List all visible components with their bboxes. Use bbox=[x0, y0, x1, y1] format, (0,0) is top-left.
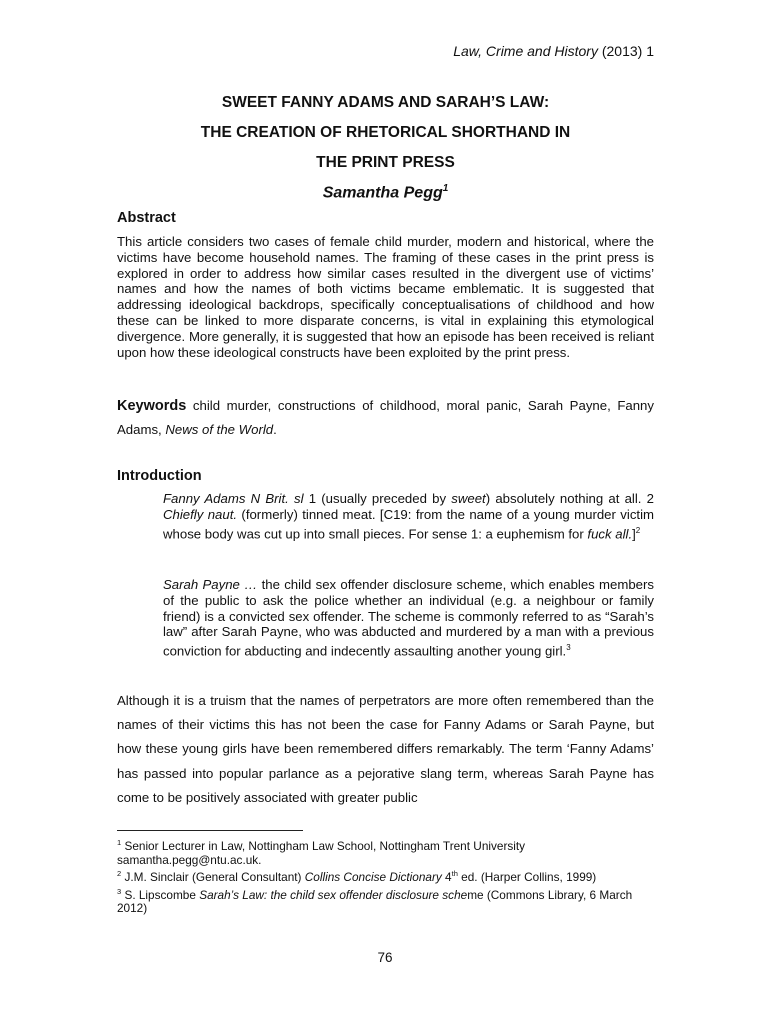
epigraph-1-text-d: ] bbox=[632, 525, 636, 541]
footnotes bbox=[117, 836, 654, 916]
footnote-2-ordinal: th bbox=[451, 869, 458, 879]
epigraph-1-term: Fanny Adams N Brit. sl bbox=[163, 491, 304, 506]
footnote-3-text-b: me (Commons Library, 6 March 2012) bbox=[117, 887, 633, 916]
running-head bbox=[453, 42, 654, 60]
journal-name: Law, Crime and History bbox=[453, 43, 598, 59]
footnote-2-text-c: ed. (Harper Collins, 1999) bbox=[457, 870, 597, 885]
footnote-rule bbox=[117, 830, 303, 831]
introduction-paragraph: Although it is a truism that the names of perpetrators are more often remembered than the names of their victims this has not been the case for Fanny Adams or Sarah Payne, but how these young girls have been remembered differs remarkably. The term ‘Fanny Adams’ has passed into popular parlance as a pejorative slang term, whereas Sarah Payne has come to be positively associated with greater public bbox=[117, 693, 654, 805]
footnote-2 bbox=[117, 867, 654, 885]
footnote-2-title: Collins Concise Dictionary bbox=[304, 870, 442, 885]
keywords-text: child murder, constructions of childhood, moral panic, Sarah Payne, Fanny Adams, bbox=[117, 398, 654, 437]
keywords-label: Keywords bbox=[117, 398, 187, 414]
footnote-3-text-a: S. Lipscombe bbox=[121, 887, 200, 902]
title-line-3: THE PRINT PRESS bbox=[316, 154, 455, 171]
footnote-mark-2: 2 bbox=[635, 525, 641, 535]
epigraph-2-term: Sarah Payne … bbox=[163, 577, 258, 592]
epigraph-1-sweet: sweet bbox=[451, 491, 486, 506]
epigraph-sarah-payne bbox=[163, 577, 654, 659]
footnote-1 bbox=[117, 836, 654, 867]
title-line-1: SWEET FANNY ADAMS AND SARAH’S LAW: bbox=[221, 94, 550, 111]
footnote-2-mark: 2 bbox=[117, 869, 122, 879]
abstract-text: This article considers two cases of female child murder, modern and historical, where the victims have become household names. The framing of these cases in the print press is explored in order to address how similar cases resulted in the divergent use of victims’ names and how the names of both victims became emblematic. It is suggested that addressing ideological backdrops, specifically conceptualisations of childhood and how these can be linked to more disparate concerns, is vital in explaining this etymological divergence. More generally, it is suggested that how an episode has been received is reliant upon how these ideological constructs have been exploited by the print press. bbox=[117, 234, 654, 360]
keywords-italic: News of the World bbox=[165, 422, 274, 437]
footnote-2-text-a: J.M. Sinclair (General Consultant) bbox=[121, 870, 305, 885]
footnote-mark-3: 3 bbox=[566, 643, 571, 653]
introduction-heading: Introduction bbox=[117, 468, 202, 484]
epigraph-1-euphemism: fuck all. bbox=[587, 525, 633, 541]
author-footnote-mark: 1 bbox=[442, 183, 449, 194]
footnote-3 bbox=[117, 885, 654, 916]
footnote-1-mark: 1 bbox=[117, 838, 122, 847]
epigraph-1-text-a: 1 (usually preceded by bbox=[303, 491, 452, 506]
footnote-2-text-b: 4 bbox=[441, 870, 452, 885]
journal-year-page: (2013) 1 bbox=[597, 43, 654, 59]
footnote-3-mark: 3 bbox=[117, 886, 122, 896]
epigraph-2-text: the child sex offender disclosure scheme, which enables members of the public to ask the police whether an individual (e.g. a neighbour or family friend) is a convicted sex offender. The scheme is commonly referred to as “Sarah’s law” after Sarah Payne, who was abducted and murdered by a man with a previous conviction for abducting and indecently assaulting another young girl. bbox=[163, 577, 654, 659]
keywords-end: . bbox=[273, 422, 277, 437]
epigraph-1-chiefly: Chiefly naut. bbox=[163, 506, 238, 522]
author-line bbox=[117, 183, 654, 202]
footnote-1-text: Senior Lecturer in Law, Nottingham Law School, Nottingham Trent University samantha.pegg@ntu.ac.uk. bbox=[117, 838, 526, 867]
author-name: Samantha Pegg bbox=[322, 184, 443, 202]
footnote-3-title: Sarah’s Law: the child sex offender disclosure sche bbox=[199, 887, 468, 902]
epigraph-1-text-c: (formerly) tinned meat. [C19: from the name of a young murder victim whose body was cut up into small pieces. For sense 1: a euphemism for bbox=[163, 506, 654, 541]
keywords bbox=[117, 394, 654, 442]
title-line-2: THE CREATION OF RHETORICAL SHORTHAND IN bbox=[200, 124, 571, 141]
abstract-heading: Abstract bbox=[117, 210, 176, 226]
epigraph-fanny-adams bbox=[163, 491, 654, 542]
page-number: 76 bbox=[377, 950, 393, 965]
epigraph-1-text-b: ) absolutely nothing at all. 2 bbox=[485, 491, 654, 506]
